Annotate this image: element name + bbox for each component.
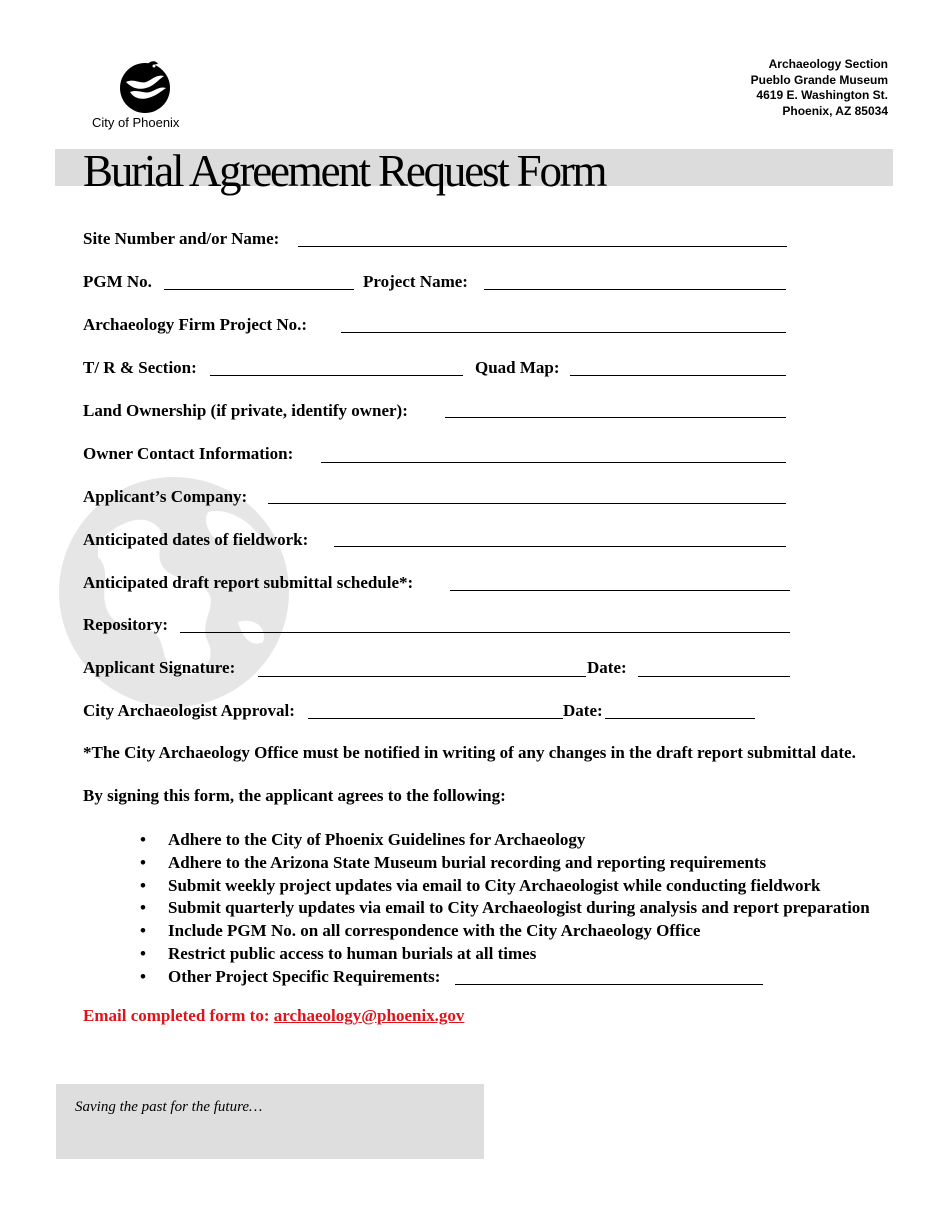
email-link[interactable]: archaeology@phoenix.gov: [273, 1006, 465, 1025]
address-block: [751, 57, 888, 119]
draft-schedule-label: Anticipated draft report submittal schedule*:: [83, 573, 414, 592]
trs-field[interactable]: [210, 375, 463, 376]
site-name-field[interactable]: [298, 246, 787, 247]
approval-date-label: Date:: [563, 701, 603, 720]
trs-label: T/ R & Section:: [83, 358, 197, 377]
list-item: • Adhere to the Arizona State Museum burial recording and reporting requirements: [140, 852, 767, 872]
list-item: • Restrict public access to human burials at all times: [140, 943, 537, 963]
list-item: • Submit quarterly updates via email to City Archaeologist during analysis and report preparation: [140, 898, 870, 918]
owner-contact-label: Owner Contact Information:: [83, 444, 294, 463]
list-item: • Submit weekly project updates via email to City Archaeologist while conducting fieldwork: [140, 875, 821, 895]
land-ownership-field[interactable]: [445, 417, 786, 418]
email-prefix: Email completed form to:: [83, 1006, 270, 1025]
approval-date-field[interactable]: [605, 718, 755, 719]
pgm-number-field[interactable]: [164, 289, 354, 290]
applicant-company-field[interactable]: [268, 503, 786, 504]
owner-contact-field[interactable]: [321, 462, 786, 463]
city-of-phoenix-logo: [90, 58, 200, 133]
footnote: *The City Archaeology Office must be notified in writing of any changes in the draft report submittal date.: [83, 743, 856, 762]
address-line: Pueblo Grande Museum: [750, 72, 888, 87]
site-name-label: Site Number and/or Name:: [83, 229, 280, 248]
requirements-list: [140, 829, 870, 989]
repository-field[interactable]: [180, 632, 790, 633]
footer-box: [56, 1084, 484, 1159]
address-line: Phoenix, AZ 85034: [782, 103, 888, 118]
signature-date-label: Date:: [587, 658, 627, 677]
email-instruction: [83, 1006, 464, 1026]
fieldwork-dates-field[interactable]: [334, 546, 786, 547]
project-name-field[interactable]: [484, 289, 786, 290]
land-ownership-label: Land Ownership (if private, identify owner):: [83, 401, 408, 420]
pgm-number-label: PGM No.: [83, 272, 152, 291]
footer-tagline: Saving the past for the future…: [75, 1099, 263, 1115]
phoenix-bird-icon: [116, 58, 174, 114]
applicant-company-label: Applicant’s Company:: [83, 487, 248, 506]
other-requirements-field[interactable]: [455, 984, 763, 985]
approval-field[interactable]: [308, 718, 563, 719]
approval-label: City Archaeologist Approval:: [83, 701, 295, 720]
quad-map-field[interactable]: [570, 375, 786, 376]
address-line: Archaeology Section: [768, 57, 888, 71]
address-line: 4619 E. Washington St.: [756, 88, 888, 102]
list-item: • Adhere to the City of Phoenix Guidelines for Archaeology: [140, 830, 586, 849]
logo-text: City of Phoenix: [92, 115, 180, 130]
draft-schedule-field[interactable]: [450, 590, 790, 591]
firm-project-field[interactable]: [341, 332, 786, 333]
fieldwork-dates-label: Anticipated dates of fieldwork:: [83, 530, 309, 549]
list-item: • Include PGM No. on all correspondence with the City Archaeology Office: [140, 921, 701, 941]
applicant-signature-label: Applicant Signature:: [83, 658, 236, 677]
agreement-intro: By signing this form, the applicant agrees to the following:: [83, 786, 506, 805]
quad-map-label: Quad Map:: [475, 358, 560, 377]
list-item: • Other Project Specific Requirements:: [140, 966, 441, 986]
project-name-label: Project Name:: [363, 272, 468, 291]
applicant-signature-field[interactable]: [258, 676, 586, 677]
signature-date-field[interactable]: [638, 676, 790, 677]
firm-project-label: Archaeology Firm Project No.:: [83, 315, 308, 334]
page-title: Burial Agreement Request Form: [83, 146, 606, 196]
repository-label: Repository:: [83, 615, 168, 634]
